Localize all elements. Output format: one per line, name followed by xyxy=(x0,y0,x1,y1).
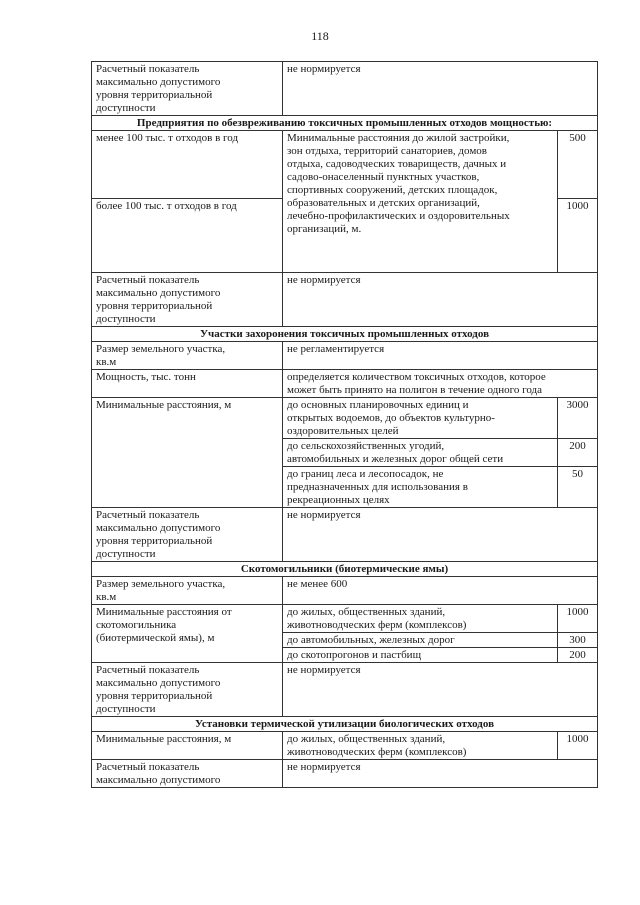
row-value: не нормируется xyxy=(283,760,598,788)
row-label: Расчетный показатель максимально допустимого xyxy=(92,760,283,788)
row-label: Расчетный показатель максимально допустимого уровня территориальной доступности xyxy=(92,508,283,562)
row-label: Размер земельного участка, кв.м xyxy=(92,342,283,370)
row-label: Мощность, тыс. тонн xyxy=(92,370,283,398)
distance-description: до основных планировочных единиц и открытых водоемов, до объектов культурно- оздоровительных целей xyxy=(283,398,558,439)
distance-value: 200 xyxy=(558,648,598,663)
row-value: не нормируется xyxy=(283,508,598,562)
section-title: Установки термической утилизации биологических отходов xyxy=(92,717,598,732)
distance-description: до автомобильных, железных дорог xyxy=(283,633,558,648)
row-label: Расчетный показатель максимально допустимого уровня территориальной доступности xyxy=(92,663,283,717)
row-label: менее 100 тыс. т отходов в год xyxy=(92,131,283,199)
section-header xyxy=(92,116,598,131)
table-row xyxy=(92,663,598,717)
distance-value: 50 xyxy=(558,467,598,508)
distance-value: 3000 xyxy=(558,398,598,439)
row-label: Минимальные расстояния, м xyxy=(92,398,283,508)
distance-value: 200 xyxy=(558,439,598,467)
distance-description: до скотопрогонов и пастбищ xyxy=(283,648,558,663)
section-title: Предприятия по обезвреживанию токсичных промышленных отходов мощностью: xyxy=(92,116,598,131)
row-label: более 100 тыс. т отходов в год xyxy=(92,199,283,273)
distance-description: до сельскохозяйственных угодий, автомобильных и железных дорог общей сети xyxy=(283,439,558,467)
distance-value: 1000 xyxy=(558,605,598,633)
distance-value: 1000 xyxy=(558,199,598,273)
section-header xyxy=(92,562,598,577)
table-row xyxy=(92,342,598,370)
row-value: не менее 600 xyxy=(283,577,598,605)
table-row xyxy=(92,131,598,199)
table-row xyxy=(92,370,598,398)
table-row xyxy=(92,605,598,633)
section-header xyxy=(92,327,598,342)
row-value: не нормируется xyxy=(283,62,598,116)
row-label: Размер земельного участка, кв.м xyxy=(92,577,283,605)
section-title: Скотомогильники (биотермические ямы) xyxy=(92,562,598,577)
table-row xyxy=(92,508,598,562)
row-label: Минимальные расстояния, м xyxy=(92,732,283,760)
table-row xyxy=(92,760,598,788)
table-row xyxy=(92,62,598,116)
table-row xyxy=(92,732,598,760)
distance-description: до границ леса и лесопосадок, не предназначенных для использования в рекреационных целях xyxy=(283,467,558,508)
row-label: Расчетный показатель максимально допустимого уровня территориальной доступности xyxy=(92,273,283,327)
distance-value: 1000 xyxy=(558,732,598,760)
standards-table xyxy=(91,61,598,788)
row-label: Расчетный показатель максимально допустимого уровня территориальной доступности xyxy=(92,62,283,116)
row-value: не нормируется xyxy=(283,273,598,327)
row-label: Минимальные расстояния от скотомогильника (биотермической ямы), м xyxy=(92,605,283,663)
section-title: Участки захоронения токсичных промышленных отходов xyxy=(92,327,598,342)
distance-description: до жилых, общественных зданий, животноводческих ферм (комплексов) xyxy=(283,605,558,633)
page-number: 118 xyxy=(311,29,329,43)
distance-value: 300 xyxy=(558,633,598,648)
distance-value: 500 xyxy=(558,131,598,199)
section-header xyxy=(92,717,598,732)
distance-description: Минимальные расстояния до жилой застройки, зон отдыха, территорий санаториев, домов отдыха, садоводческих товариществ, дачных и садово-онаселенный пунктных участков, спортивных сооружений, детских площадок, образовательных и детских организаций, лечебно-профилактических и оздоровительных организаций, м. xyxy=(283,131,558,273)
table-row xyxy=(92,398,598,439)
row-value: не нормируется xyxy=(283,663,598,717)
row-value: определяется количеством токсичных отходов, которое может быть принято на полигон в течение одного года xyxy=(283,370,598,398)
table-row xyxy=(92,273,598,327)
table-row xyxy=(92,577,598,605)
distance-description: до жилых, общественных зданий, животноводческих ферм (комплексов) xyxy=(283,732,558,760)
row-value: не регламентируется xyxy=(283,342,598,370)
